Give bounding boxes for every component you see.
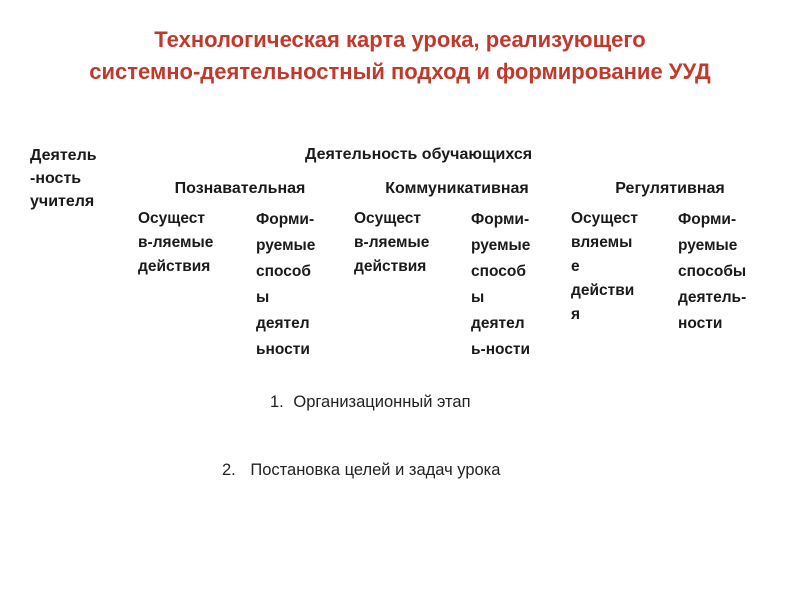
cell-line: ь-ности (471, 341, 531, 358)
teacher-activity-header (30, 144, 140, 213)
cell-line: Осущест (571, 210, 639, 227)
cell-line: способы (678, 263, 747, 280)
cell-line: действия (138, 258, 211, 275)
group-regulatory: Регулятивная (615, 180, 725, 197)
cell-cognitive-actions (138, 207, 250, 279)
stage-number: 1. (270, 393, 284, 411)
slide-title (0, 24, 800, 88)
cell-line: деятел (471, 315, 525, 332)
cell-line: ы (256, 289, 270, 306)
cell-line: в-ляемые (354, 234, 430, 251)
cell-line: Осущест (354, 210, 422, 227)
cell-line: ьности (256, 341, 310, 358)
cell-line: е (571, 258, 580, 275)
cell-line: Форми- (678, 211, 737, 228)
cell-regulatory-actions (571, 207, 673, 327)
teacher-header-line: -ность (30, 170, 82, 187)
cell-line: Осущест (138, 210, 206, 227)
teacher-header-line: учителя (30, 193, 95, 210)
cell-line: вляемы (571, 234, 633, 251)
students-activity-header: Деятельность обучающихся (305, 146, 533, 163)
cell-line: Форми- (256, 211, 315, 228)
cell-line: деятел (256, 315, 310, 332)
cell-communicative-methods (471, 207, 563, 363)
title-line-2: системно-деятельностный подход и формирование УУД (89, 59, 711, 84)
cell-line: руемые (678, 237, 738, 254)
stage-item (222, 461, 500, 480)
cell-communicative-actions (354, 207, 464, 279)
group-cognitive: Познавательная (174, 180, 306, 197)
cell-line: я (571, 306, 581, 323)
cell-line: руемые (256, 237, 316, 254)
cell-line: Форми- (471, 211, 530, 228)
cell-line: действия (354, 258, 427, 275)
cell-line: деятель- (678, 289, 747, 306)
title-line-1: Технологическая карта урока, реализующего (154, 27, 646, 52)
group-communicative: Коммуникативная (385, 180, 529, 197)
cell-line: способ (256, 263, 311, 280)
cell-line: ности (678, 315, 723, 332)
cell-line: в-ляемые (138, 234, 214, 251)
cell-line: способ (471, 263, 526, 280)
stage-text: Организационный этап (293, 393, 471, 411)
cell-line: руемые (471, 237, 531, 254)
stage-number: 2. (222, 461, 236, 479)
cell-regulatory-methods (678, 207, 778, 337)
cell-line: действи (571, 282, 635, 299)
teacher-header-line: Деятель (30, 147, 97, 164)
stage-text: Постановка целей и задач урока (250, 461, 501, 479)
cell-line: ы (471, 289, 485, 306)
stage-item (270, 393, 471, 412)
cell-cognitive-methods (256, 207, 348, 363)
